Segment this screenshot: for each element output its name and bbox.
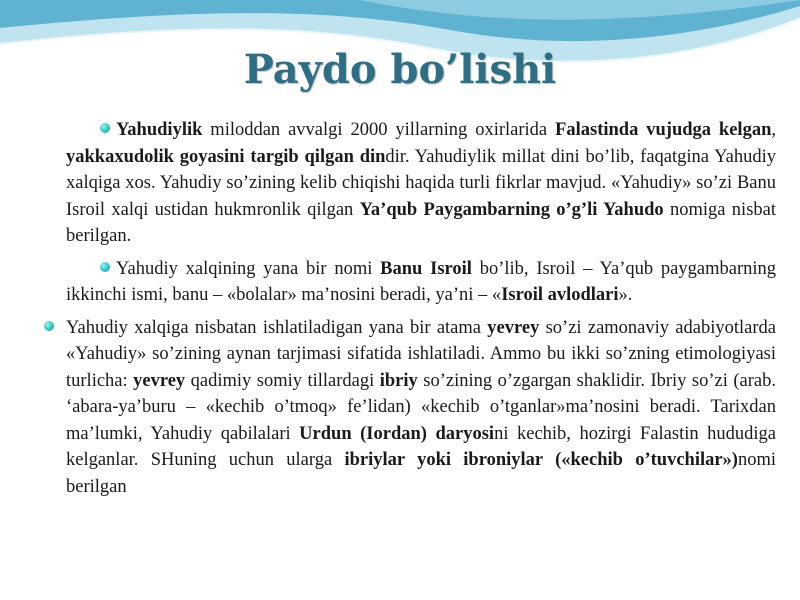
bold-text: ibriylar yoki ibroniylar («kechib o’tuvchilar») (344, 450, 738, 470)
text-segment: bo’lib, Isroil – Ya’qub paygambarning ikkinchi ismi, banu – «bolalar» ma’nosini beradi, ya’ni – « (66, 258, 776, 305)
paragraph-1-text (66, 120, 776, 246)
paragraph-1 (66, 117, 776, 250)
text-segment: ni kechib, hozirgi Falastin hududiga kelganlar. SHuning uchun ularga (66, 423, 776, 470)
text-segment: nomiga nisbat berilgan. (66, 199, 776, 246)
bold-text: Ya’qub Paygambarning o’g’li Yahudo (359, 199, 664, 220)
bold-text: Banu Isroil (380, 258, 472, 279)
text-segment: so’zi zamonaviy adabiyotlarda «Yahudiy» so’zining aynan tarjimasi sifatida ishlatiladi. Ammo bu ikki so’zning etimologiyasi turlicha: (66, 317, 776, 391)
text-segment: , (771, 120, 776, 140)
main-text (66, 117, 776, 500)
page-title: Paydo bo’lishi (243, 46, 557, 93)
bullet-icon (44, 321, 54, 331)
bold-text: ibriy (379, 370, 418, 391)
text-segment: Yahudiy xalqining yana bir nomi (116, 258, 381, 279)
text-segment: so’zining o’zgargan shaklidir. Ibriy so’zi (arab. ‘abara-ya’buru – «kechib o’tmoq» fe’lidan) «kechib o’tganlar»ma’nosini beradi. Tarixdan ma’lumki, Yahudiy qabilalari (66, 370, 776, 444)
text-segment: miloddan avvalgi 2000 yillarning oxirlarida (202, 120, 556, 140)
bold-text: yevrey (133, 370, 186, 391)
paragraph-2 (66, 256, 776, 309)
paragraph-2-text (66, 259, 776, 306)
text-segment: dir. Yahudiylik millat dini bo’lib, faqatgina Yahudiy xalqiga xos. Yahudiy so’zining kelib chiqishi haqida turli fikrlar mavjud. «Yahudiy» so’zi Banu Isroil xalqi ustidan hukmronlik qilgan (66, 146, 776, 220)
bold-text: yakkaxudolik goyasini targib qilgan din (66, 146, 386, 167)
bold-text: Falastinda vujudga kelgan (555, 120, 772, 140)
text-segment: qadimiy somiy tillardagi (185, 370, 380, 391)
bold-text: yevrey (487, 317, 540, 338)
bullet-icon (100, 262, 110, 272)
bold-text: Urdun (Iordan) daryosi (299, 423, 495, 444)
bold-text: Isroil avlodlari (501, 285, 619, 305)
text-segment: Yahudiy xalqiga nisbatan ishlatiladigan yana bir atama (66, 317, 488, 338)
paragraph-3 (66, 315, 776, 501)
text-segment: nomi berilgan (66, 450, 776, 497)
bullet-icon (100, 123, 110, 133)
bold-text: Yahudiylik (116, 120, 203, 140)
text-segment: ». (618, 285, 633, 305)
paragraph-3-text (66, 318, 776, 497)
